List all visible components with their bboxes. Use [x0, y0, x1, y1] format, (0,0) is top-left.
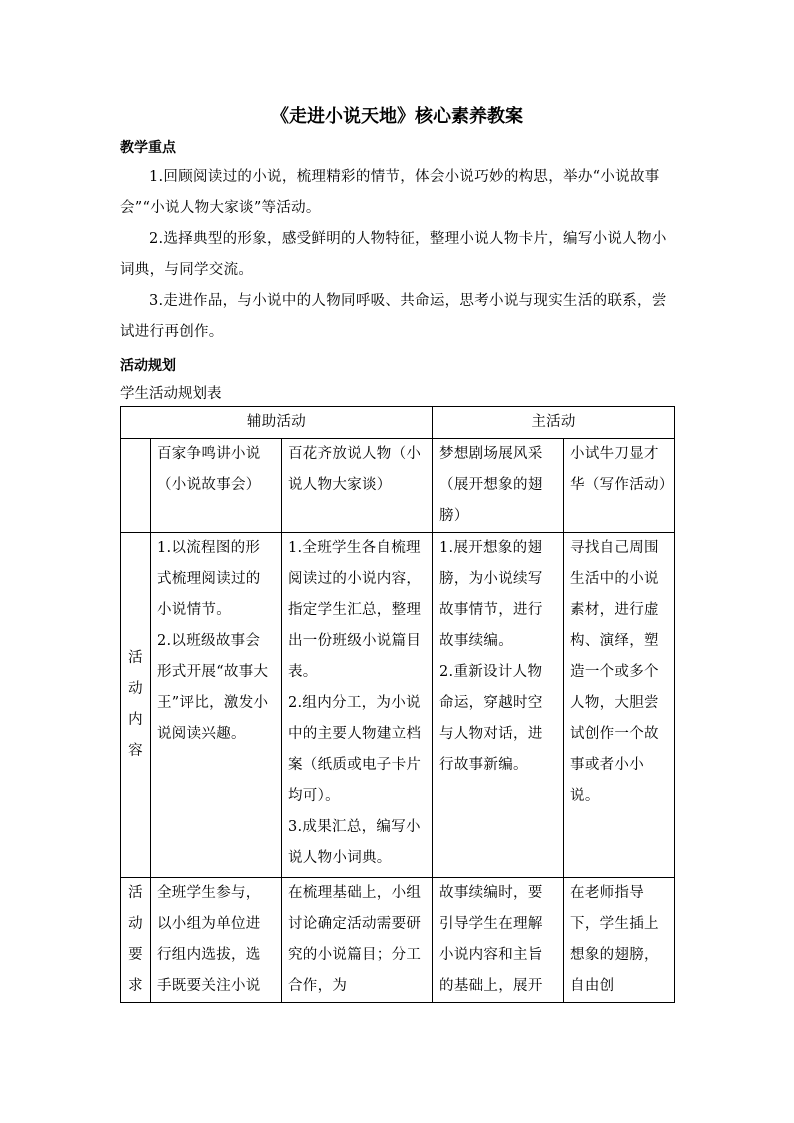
table-cell: 1.以流程图的形式梳理阅读过的小说情节。 2.以班级故事会形式开展“故事大王”评比，激发小说阅读兴趣。: [151, 533, 282, 878]
empty-corner-cell: [121, 439, 151, 533]
group-header-auxiliary: 辅助活动: [121, 407, 433, 439]
row-label-activity-requirement: 活动要求: [121, 878, 151, 1003]
table-column-header-row: [121, 439, 675, 533]
section-heading-teaching-focus: 教学重点: [120, 140, 176, 156]
focus-paragraph-3: 3.走进作品，与小说中的人物同呼吸、共命运，思考小说与现实生活的联系，尝试进行再创作。: [120, 293, 667, 340]
table-caption: 学生活动规划表: [120, 386, 222, 402]
table-cell: 在梳理基础上，小组讨论确定活动需要研究的小说篇目；分工合作，为: [282, 878, 433, 1003]
group-header-main: 主活动: [433, 407, 675, 439]
table-cell: 故事续编时，要引导学生在理解小说内容和主旨的基础上，展开: [433, 878, 564, 1003]
column-header-3: 梦想剧场展风采（展开想象的翅膀）: [433, 439, 564, 533]
table-cell: 全班学生参与，以小组为单位进行组内选拔，选手既要关注小说: [151, 878, 282, 1003]
table-cell: 寻找自己周围生活中的小说素材，进行虚构、演绎，塑造一个或多个人物，大胆尝试创作一个故事或者小小说。: [564, 533, 675, 878]
column-header-4: 小试牛刀显才华（写作活动）: [564, 439, 675, 533]
row-label-activity-content: 活动内容: [121, 533, 151, 878]
table-row: [121, 878, 675, 1003]
column-header-2: 百花齐放说人物（小说人物大家谈）: [282, 439, 433, 533]
table-cell: 1.展开想象的翅膀，为小说续写故事情节，进行故事续编。 2.重新设计人物命运，穿越时空与人物对话，进行故事新编。: [433, 533, 564, 878]
column-header-1: 百家争鸣讲小说（小说故事会）: [151, 439, 282, 533]
activity-plan-table: [120, 406, 675, 1003]
document-page: [120, 100, 674, 1003]
table-group-header-row: [121, 407, 675, 439]
table-row: [121, 533, 675, 878]
table-cell: 1.全班学生各自梳理阅读过的小说内容，指定学生汇总，整理出一份班级小说篇目表。 2.组内分工，为小说中的主要人物建立档案（纸质或电子卡片均可）。 3.成果汇总，编写小说人物小词典。: [282, 533, 433, 878]
document-title: 《走进小说天地》核心素养教案: [271, 106, 523, 127]
focus-paragraph-1: 1.回顾阅读过的小说，梳理精彩的情节，体会小说巧妙的构思，举办“小说故事会”“小说人物大家谈”等活动。: [120, 169, 660, 216]
focus-paragraph-2: 2.选择典型的形象，感受鲜明的人物特征，整理小说人物卡片，编写小说人物小词典，与同学交流。: [120, 231, 667, 278]
table-cell: 在老师指导下，学生插上想象的翅膀，自由创: [564, 878, 675, 1003]
section-heading-activity-plan: 活动规划: [120, 358, 176, 374]
